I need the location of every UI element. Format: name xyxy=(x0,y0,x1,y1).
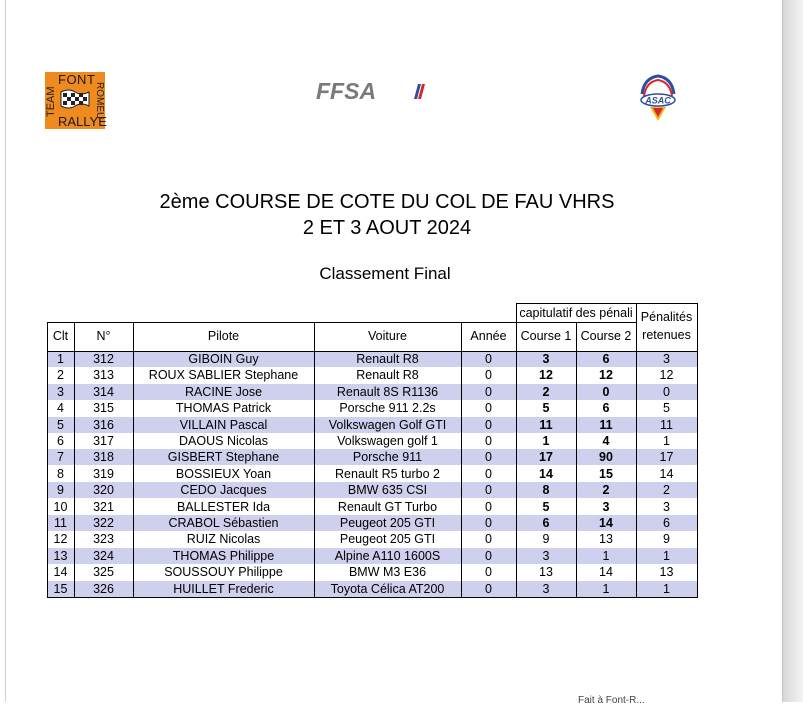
table-cell-c2: 13 xyxy=(599,532,613,547)
table-cell-pilote: VILLAIN Pascal xyxy=(179,417,268,432)
checkered-flag-icon xyxy=(59,88,91,112)
table-cell-annee: 0 xyxy=(485,516,492,530)
table-cell-voiture: Volkswagen Golf GTI xyxy=(328,417,447,432)
table-cell-num: 320 xyxy=(93,483,114,498)
table-cell-annee: 0 xyxy=(485,483,492,498)
table-cell-c2: 1 xyxy=(602,581,610,596)
table-cell-c2: 1 xyxy=(602,548,610,563)
table-cell-pen: 0 xyxy=(663,384,670,399)
table-cell-annee: 0 xyxy=(485,548,492,563)
grid-line xyxy=(314,322,315,597)
table-cell-pilote: THOMAS Philippe xyxy=(172,548,275,563)
table-cell-c1: 12 xyxy=(539,368,553,383)
table-cell-c2: 14 xyxy=(599,565,613,580)
table-cell-c1: 2 xyxy=(542,384,550,399)
column-header-penalites-line1: Pénalités xyxy=(640,310,693,324)
table-cell-pilote: GIBOIN Guy xyxy=(188,352,259,366)
table-cell-num: 322 xyxy=(93,516,114,530)
table-cell-c2: 0 xyxy=(602,384,610,399)
table-cell-num: 318 xyxy=(93,450,114,465)
table-cell-pen: 11 xyxy=(660,417,673,432)
grid-line xyxy=(636,303,637,322)
table-cell-pen: 2 xyxy=(663,483,670,498)
table-cell-pilote: RACINE Jose xyxy=(184,384,263,399)
logo-font-text: FONT xyxy=(58,72,96,87)
table-cell-voiture: Porsche 911 2.2s xyxy=(339,401,436,416)
table-cell-num: 321 xyxy=(93,499,114,514)
table-cell-pilote: RUIZ Nicolas xyxy=(186,532,261,547)
table-cell-pilote: HUILLET Frederic xyxy=(173,581,274,596)
table-cell-annee: 0 xyxy=(485,466,492,481)
table-cell-clt: 3 xyxy=(57,384,64,399)
table-cell-clt: 2 xyxy=(57,368,64,383)
table-cell-clt: 13 xyxy=(53,548,68,563)
table-cell-clt: 7 xyxy=(57,450,64,465)
table-cell-c2: 12 xyxy=(599,368,613,383)
table-cell-annee: 0 xyxy=(485,434,492,448)
grid-line xyxy=(47,322,48,597)
table-cell-pen: 14 xyxy=(659,466,674,481)
table-cell-annee: 0 xyxy=(485,450,492,465)
table-cell-pen: 17 xyxy=(659,450,674,465)
table-cell-annee: 0 xyxy=(485,532,492,547)
grid-line xyxy=(47,322,516,323)
page-left-edge xyxy=(5,0,6,702)
table-cell-clt: 10 xyxy=(53,499,68,514)
table-cell-c1: 3 xyxy=(542,352,550,366)
table-cell-pen: 1 xyxy=(663,548,670,563)
table-cell-c1: 9 xyxy=(542,532,550,547)
table-cell-c1: 11 xyxy=(539,417,553,432)
grid-line xyxy=(697,322,698,597)
table-cell-c2: 4 xyxy=(602,434,610,448)
column-header-penalites-line2: retenues xyxy=(642,328,691,342)
table-cell-num: 313 xyxy=(93,368,114,383)
page-title: 2ème COURSE DE COTE DU COL DE FAU VHRS xyxy=(159,191,615,213)
table-cell-clt: 1 xyxy=(57,352,64,366)
table-cell-c1: 8 xyxy=(542,483,550,498)
table-cell-pen: 3 xyxy=(663,499,670,514)
table-cell-c1: 17 xyxy=(539,450,553,465)
table-cell-c2: 14 xyxy=(599,516,613,530)
table-cell-pen: 13 xyxy=(659,565,674,580)
logo-team-text: TEAM xyxy=(45,86,57,118)
table-cell-num: 325 xyxy=(93,565,114,580)
table-cell-pen: 12 xyxy=(659,368,674,383)
grid-line xyxy=(133,322,134,597)
table-cell-pen: 5 xyxy=(663,401,670,416)
table-cell-voiture: Renault R8 xyxy=(356,352,419,366)
table-cell-pilote: GISBERT Stephane xyxy=(167,450,280,465)
table-cell-pilote: BOSSIEUX Yoan xyxy=(175,466,272,481)
table-cell-num: 312 xyxy=(93,352,114,366)
table-cell-clt: 4 xyxy=(57,401,64,416)
grid-line xyxy=(47,351,698,352)
table-cell-pilote: CEDO Jacques xyxy=(180,483,267,498)
table-cell-voiture: BMW 635 CSI xyxy=(347,483,428,498)
table-cell-c1: 14 xyxy=(539,466,553,481)
logo-romeu-text: ROMEU xyxy=(94,82,105,120)
table-cell-c1: 3 xyxy=(542,548,550,563)
table-cell-voiture: Alpine A110 1600S xyxy=(334,548,441,563)
grid-line xyxy=(516,303,517,322)
table-cell-num: 315 xyxy=(93,401,114,416)
table-cell-num: 326 xyxy=(93,581,114,596)
asac-logo-text: ASAC xyxy=(645,95,671,106)
table-cell-num: 316 xyxy=(93,417,114,432)
event-dates: 2 ET 3 AOUT 2024 xyxy=(302,217,472,239)
table-cell-voiture: Renault R5 turbo 2 xyxy=(335,466,440,481)
table-cell-voiture: Renault 8S R1136 xyxy=(336,384,439,399)
table-cell-c2: 2 xyxy=(602,483,610,498)
ffsa-logo-text: FFSA xyxy=(316,78,377,104)
table-cell-voiture: Peugeot 205 GTI xyxy=(339,532,436,547)
table-cell-annee: 0 xyxy=(485,352,492,366)
table-cell-c2: 6 xyxy=(602,401,610,416)
column-header-course2: Course 2 xyxy=(580,329,632,343)
viewer-background xyxy=(783,0,803,702)
table-cell-voiture: BMW M3 E36 xyxy=(348,565,427,580)
team-font-romeu-rallye-logo xyxy=(45,72,105,129)
table-cell-pilote: THOMAS Patrick xyxy=(175,401,272,416)
table-cell-c2: 90 xyxy=(599,450,613,465)
grid-line xyxy=(461,322,462,597)
table-cell-annee: 0 xyxy=(485,499,492,514)
footer-partial-text: Fait à Font-R... xyxy=(578,695,645,706)
table-cell-voiture: Porsche 911 xyxy=(352,450,423,465)
group-header-recap: capitulatif des pénali xyxy=(519,306,633,320)
table-cell-pilote: DAOUS Nicolas xyxy=(179,434,268,448)
table-cell-c1: 3 xyxy=(542,581,550,596)
table-cell-voiture: Renault R8 xyxy=(356,368,419,383)
column-header-annee: Année xyxy=(470,329,507,343)
ranking-subtitle: Classement Final xyxy=(319,264,451,283)
table-cell-annee: 0 xyxy=(485,368,492,383)
column-header-voiture: Voiture xyxy=(368,329,407,343)
table-cell-clt: 8 xyxy=(57,466,64,481)
table-cell-clt: 15 xyxy=(53,581,68,596)
table-cell-num: 323 xyxy=(93,532,114,547)
table-cell-annee: 0 xyxy=(485,565,492,580)
table-cell-annee: 0 xyxy=(485,401,492,416)
grid-line xyxy=(576,322,577,597)
table-cell-pen: 1 xyxy=(663,434,670,448)
table-cell-pen: 1 xyxy=(663,581,670,596)
table-cell-clt: 14 xyxy=(53,565,68,580)
table-cell-voiture: Toyota Célica AT200 xyxy=(330,581,445,596)
table-cell-c1: 5 xyxy=(542,499,550,514)
column-header-clt: Clt xyxy=(52,329,69,343)
table-cell-c1: 13 xyxy=(539,565,553,580)
table-cell-pen: 3 xyxy=(663,352,670,366)
column-header-num: N° xyxy=(96,329,111,343)
table-cell-num: 324 xyxy=(93,548,114,563)
grid-line xyxy=(516,303,697,304)
logo-rallye-text: RALLYE xyxy=(58,114,107,129)
table-cell-c2: 3 xyxy=(602,499,610,514)
table-cell-annee: 0 xyxy=(485,581,492,596)
table-cell-clt: 12 xyxy=(53,532,68,547)
table-cell-pilote: BALLESTER Ida xyxy=(176,499,271,514)
table-cell-c2: 11 xyxy=(599,417,613,432)
grid-line xyxy=(697,303,698,322)
column-header-pilote: Pilote xyxy=(207,329,240,343)
grid-line xyxy=(74,322,75,597)
table-cell-clt: 9 xyxy=(57,483,64,498)
table-cell-voiture: Volkswagen golf 1 xyxy=(337,434,438,448)
column-header-course1: Course 1 xyxy=(520,329,572,343)
table-cell-clt: 5 xyxy=(57,417,64,432)
table-cell-c2: 6 xyxy=(602,352,610,366)
table-cell-voiture: Peugeot 205 GTI xyxy=(339,516,436,530)
table-cell-clt: 6 xyxy=(57,434,64,448)
table-cell-pen: 9 xyxy=(663,532,670,547)
table-cell-pen: 6 xyxy=(663,516,670,530)
table-cell-num: 319 xyxy=(93,466,114,481)
table-cell-num: 317 xyxy=(93,434,114,448)
table-cell-pilote: CRABOL Sébastien xyxy=(168,516,279,530)
table-cell-annee: 0 xyxy=(485,417,492,432)
table-cell-c1: 1 xyxy=(542,434,550,448)
ffsa-logo xyxy=(316,79,427,103)
table-cell-c2: 15 xyxy=(599,466,613,481)
asac-logo xyxy=(636,72,680,124)
table-cell-c1: 5 xyxy=(542,401,550,416)
table-cell-annee: 0 xyxy=(485,384,492,399)
grid-line xyxy=(516,322,517,597)
table-cell-num: 314 xyxy=(93,384,114,399)
grid-line xyxy=(636,322,637,597)
table-cell-c1: 6 xyxy=(542,516,550,530)
table-cell-clt: 11 xyxy=(54,516,67,530)
table-cell-voiture: Renault GT Turbo xyxy=(337,499,438,514)
table-cell-pilote: ROUX SABLIER Stephane xyxy=(148,368,299,383)
grid-line xyxy=(47,597,698,598)
table-cell-pilote: SOUSSOUY Philippe xyxy=(164,565,283,580)
